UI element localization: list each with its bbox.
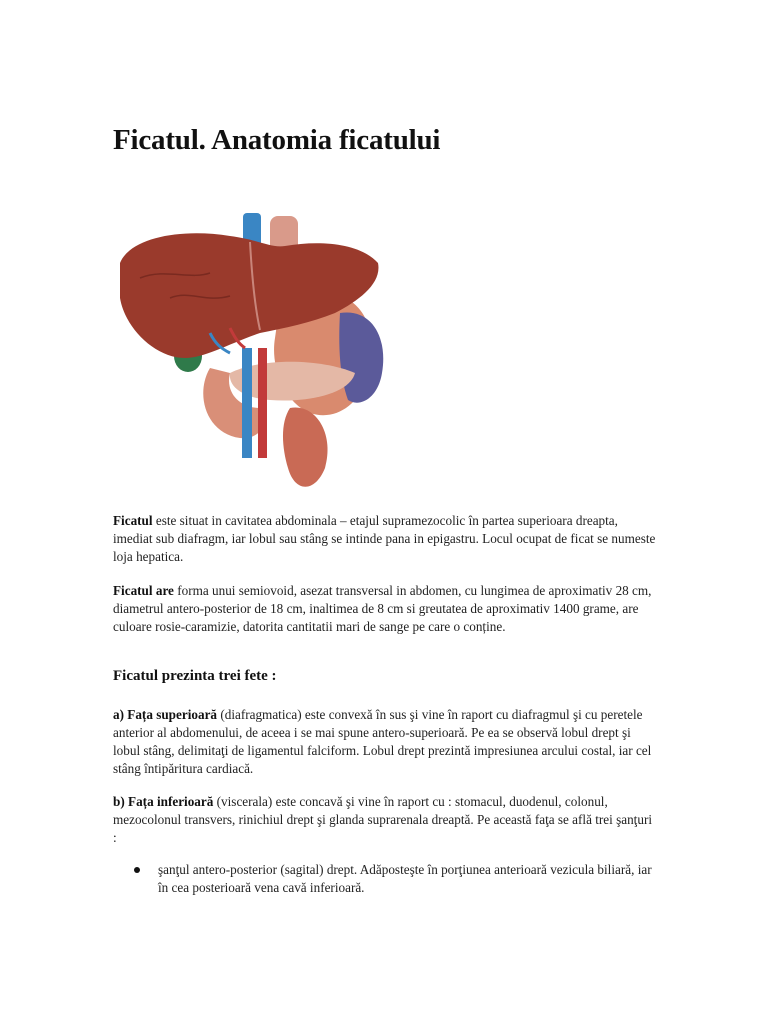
bullet-list (113, 861, 658, 897)
paragraph-shape-text: forma unui semiovoid, asezat transversal in abdomen, cu lungimea de aproximativ 28 cm, diametrul antero-posterior de 18 cm, inaltimea de 8 cm si greutatea de aproximativ 1400 grame, are culoare rosie-caramizie, datorita cantitatii mari de sange pe care o conține. (113, 583, 652, 634)
paragraph-inferior-face-text: (viscerala) este concavă şi vine în raport cu : stomacul, duodenul, colonul, mezocolonul transvers, rinichiul drept şi glanda suprarenala dreaptă. Pe această faţa se află trei şanţuri : (113, 794, 652, 845)
paragraph-superior-face-text: (diafragmatica) este convexă în sus şi vine în raport cu diafragmul şi cu peretele anterior al abdomenului, de aceea i se mai spune antero-superioară. Pe ea se observă lobul drept şi lobul stâng, delimitaţi de ligamentul falciform. Lobul drept prezintă impresiunea arcului costal, iar cel stâng întipăritura cardiacă. (113, 707, 652, 776)
section-heading: Ficatul prezinta trei fete : (113, 668, 277, 684)
paragraph-shape (113, 582, 658, 636)
list-item (113, 861, 658, 897)
paragraph-location-bold: Ficatul (113, 513, 153, 528)
paragraph-inferior-face-bold: b) Fața inferioară (113, 794, 214, 809)
paragraph-shape-bold: Ficatul are (113, 583, 174, 598)
kidney-shape (283, 407, 328, 486)
aorta-lower (258, 348, 267, 458)
paragraph-inferior-face (113, 793, 658, 847)
paragraph-location-text: este situat in cavitatea abdominala – etajul supramezocolic în partea superioara dreapta, imediat sub diafragm, iar lobul sau stâng se intinde pana in epigastru. Locul ocupat de ficat se numeste loja hepatica. (113, 513, 656, 564)
page-title: Ficatul. Anatomia ficatului (113, 124, 441, 156)
paragraph-superior-face (113, 706, 658, 778)
vena-cava-lower (242, 348, 252, 458)
list-item-text: şanţul antero-posterior (sagital) drept. Adăposteşte în porţiunea anterioară vezicula biliară, iar în cea posterioară vena cavă inferioară. (158, 862, 652, 895)
liver-anatomy-illustration (110, 208, 400, 498)
paragraph-location (113, 512, 658, 566)
spleen-shape (339, 312, 383, 402)
paragraph-superior-face-bold: a) Fața superioară (113, 707, 218, 722)
bullet-icon (134, 867, 140, 873)
